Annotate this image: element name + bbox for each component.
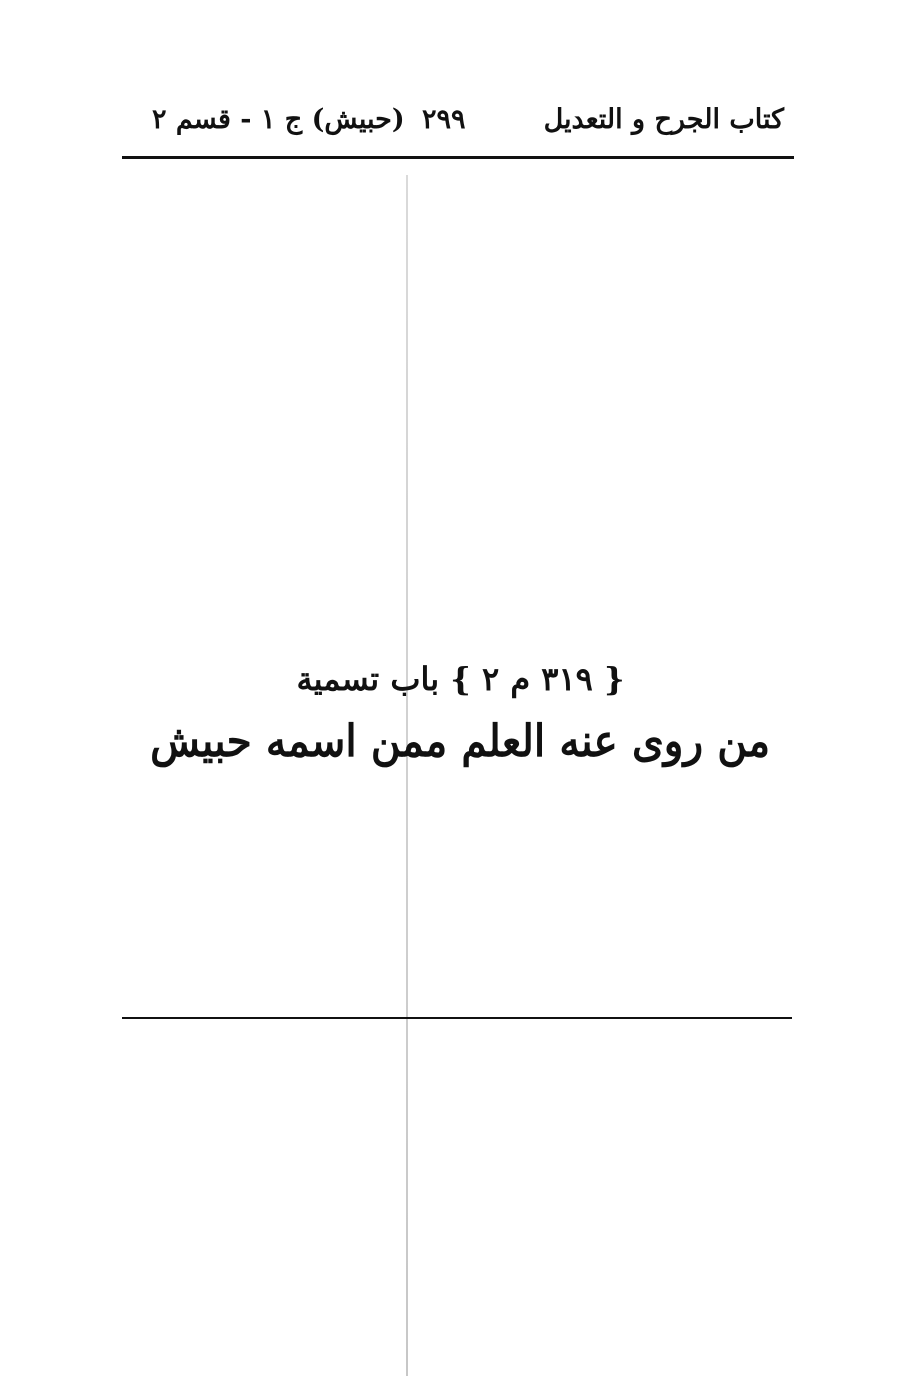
section-marker: (حبيش) ج ١ - قسم ٢ — [152, 104, 405, 135]
chapter-heading: { ٣١٩ م ٢ } باب تسمية — [296, 660, 625, 698]
book-title: كتاب الجرح و التعديل — [543, 104, 784, 135]
page-fold-line — [406, 175, 408, 1376]
chapter-subheading: من روى عنه العلم ممن اسمه حبيش — [150, 716, 771, 767]
running-header — [122, 98, 792, 156]
page-number: ٢٩٩ — [422, 104, 466, 135]
footnote-rule — [122, 1017, 792, 1019]
header-rule — [122, 156, 794, 159]
